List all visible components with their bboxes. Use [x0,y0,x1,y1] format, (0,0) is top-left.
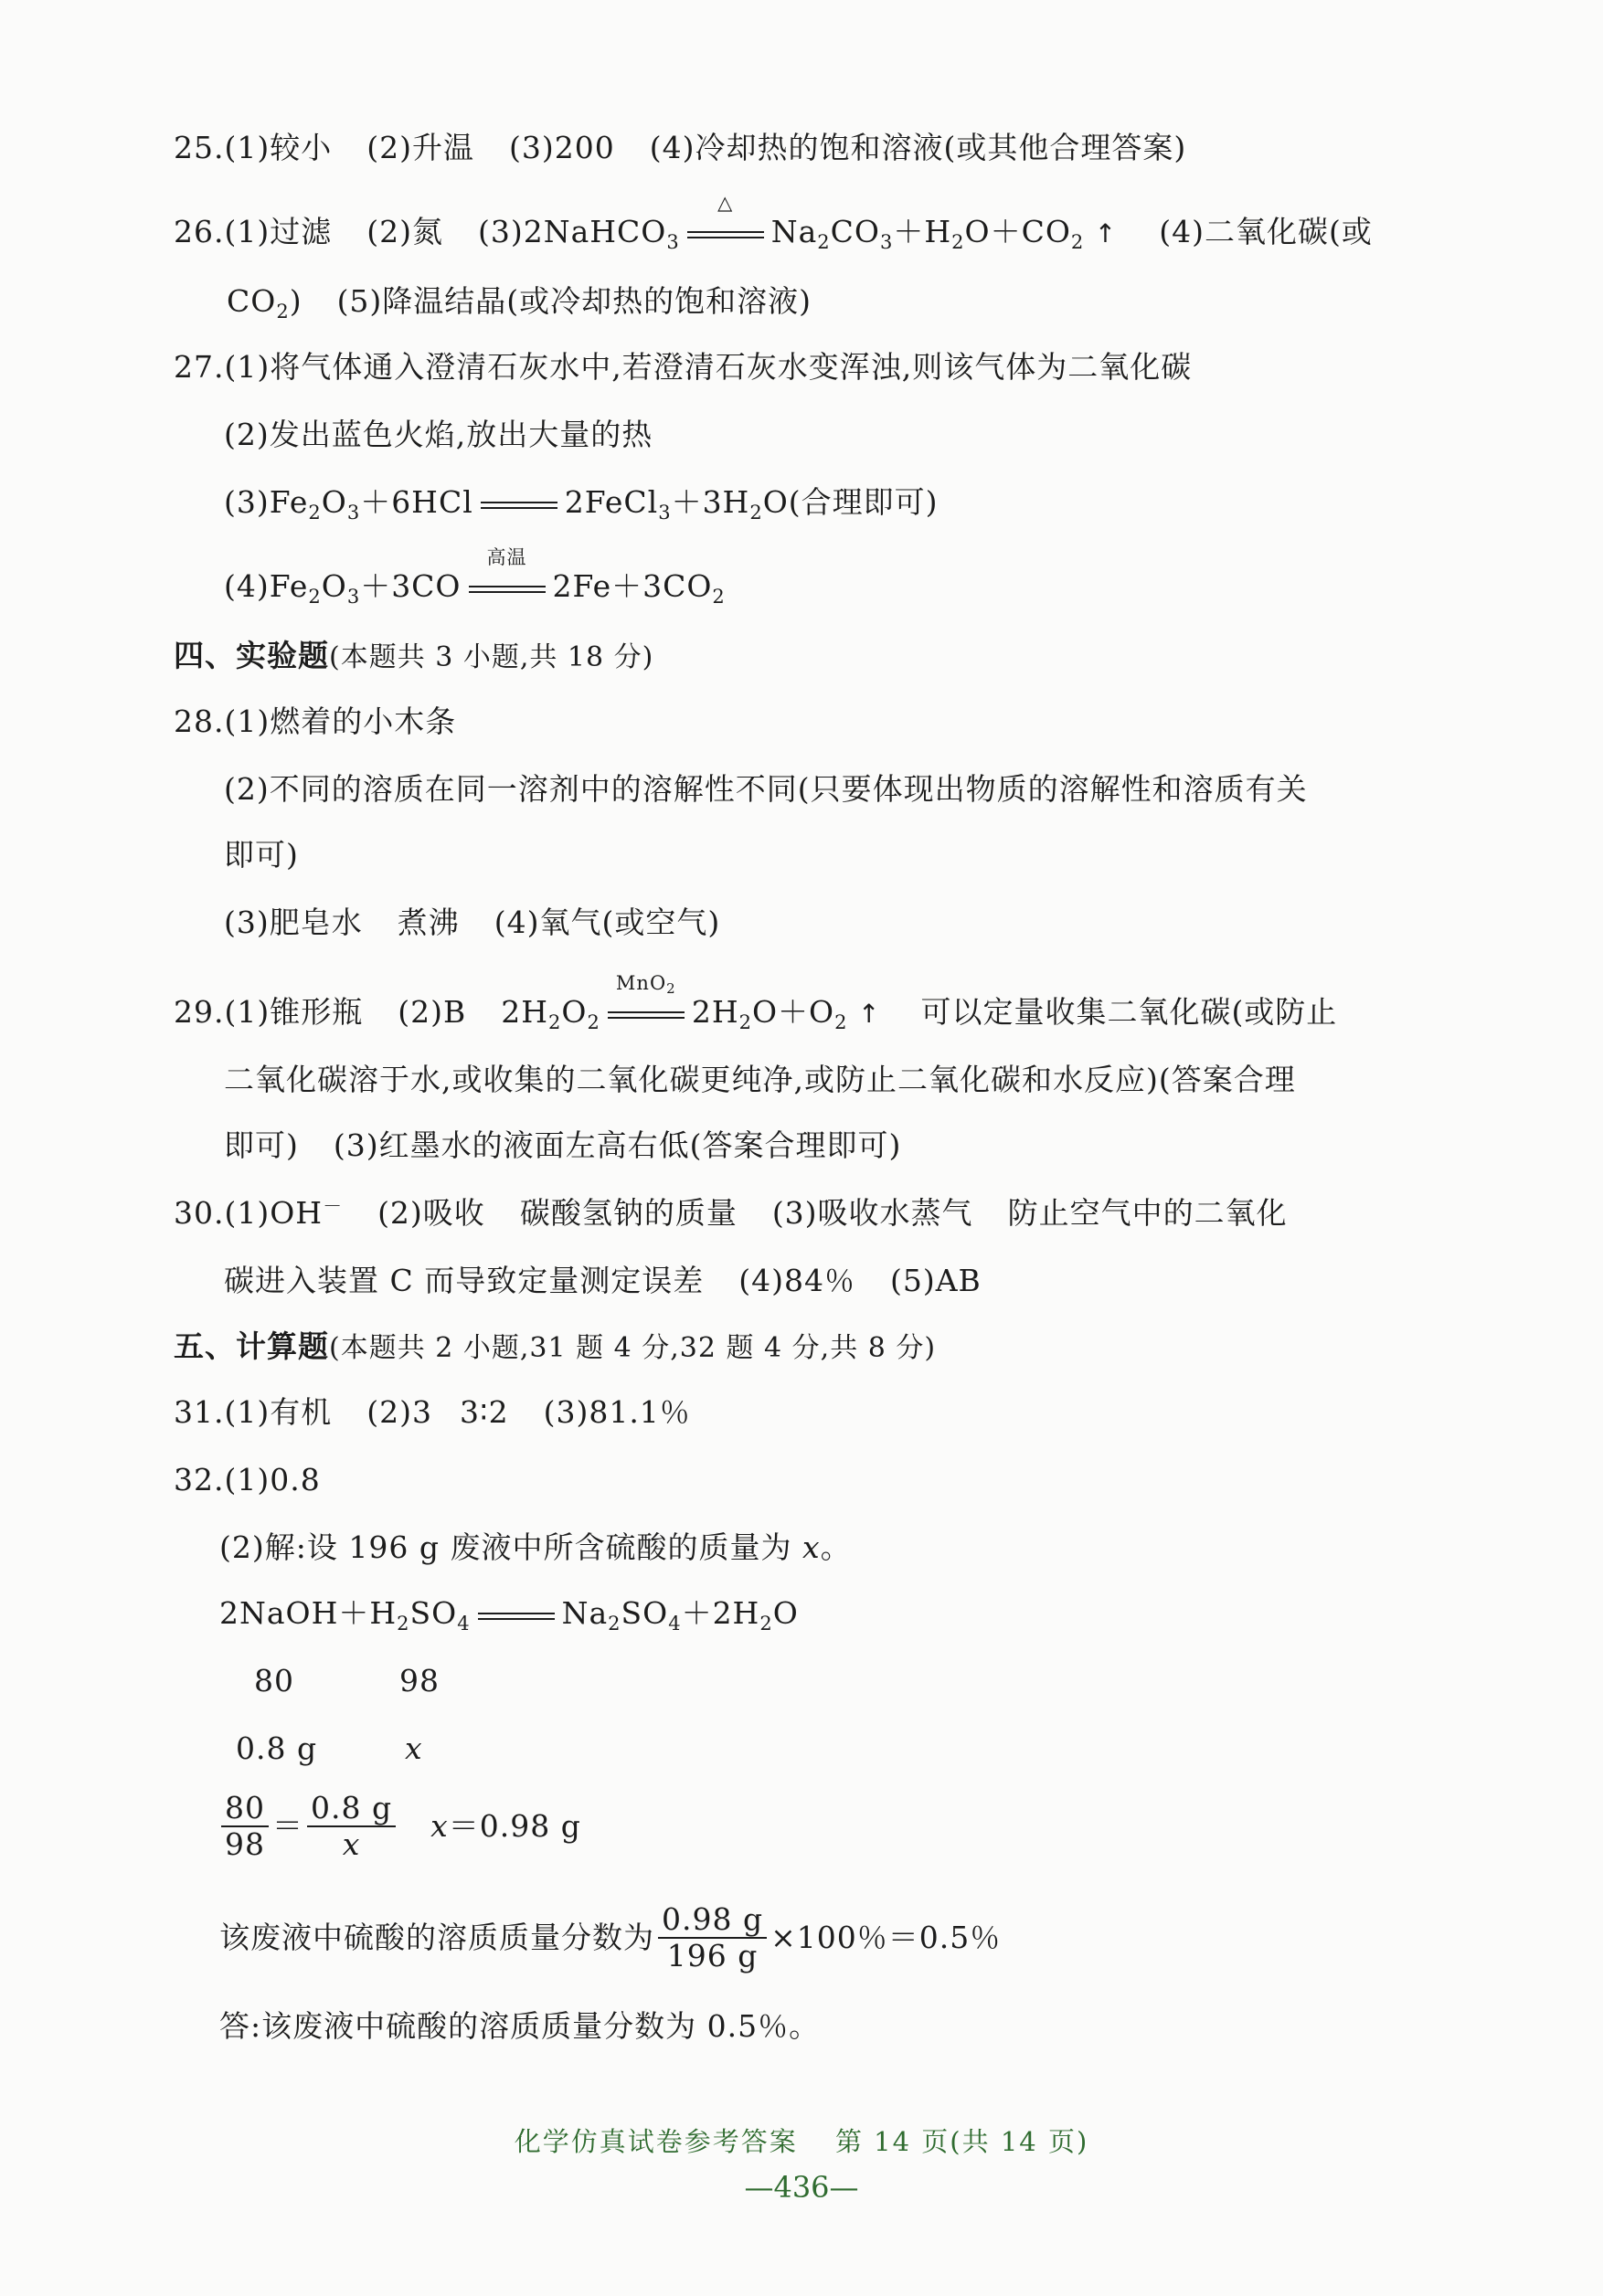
question-number: 27. [174,349,225,385]
section-heading-experiment: 四、实验题(本题共 3 小题,共 18 分) [174,638,654,673]
reaction-equals-sign [476,1593,557,1634]
page-number: —436— [744,2170,859,2205]
gas-arrow-icon: ↑ [1094,218,1118,249]
relative-mass-80: 80 [254,1663,294,1698]
unknown-mass: x [405,1730,423,1766]
final-answer: 答:该废液中硫酸的溶质质量分数为 0.5％。 [219,2008,821,2044]
answer-27-4: $(4)Fe_2O_3+3CO$ 高温 $2Fe+3CO_2$ [224,546,726,608]
section-heading-calculation: 五、计算题(本题共 2 小题,31 题 4 分,32 题 4 分,共 8 分) [174,1328,937,1364]
equation-nahco3: (3)2NaHCO$_3$ △ $Na_2CO_3+H_2O+CO_2$ ↑ [477,192,1118,253]
footer-page-info: 第 14 页(共 14 页) [834,2126,1089,2157]
answer-32-2: (2)解:设 196 g 废液中所含硫酸的质量为 x。 [219,1529,852,1565]
answer-26 [174,192,1373,254]
reaction-equals-sign: △ [685,212,766,252]
reaction-equals-sign [479,482,559,523]
known-mass: 0.8 g [236,1730,318,1766]
question-number: 25. [174,130,225,165]
answer-part: (1)将气体通入澄清石灰水中,若澄清石灰水变浑浊,则该气体为二氧化碳 [224,349,1193,385]
answer-28-2: (2)不同的溶质在同一溶剂中的溶解性不同(只要体现出物质的溶解性和溶质有关 [224,771,1308,807]
answer-28-2-cont: 即可) [224,837,299,873]
answer-part: (3)200 [508,130,615,165]
answer-31: 31.(1)有机 (2)3 3∶2 (3)81.1％ [174,1394,691,1430]
relative-mass-98: 98 [399,1663,440,1698]
page-footer [0,2121,1603,2159]
equation-h2o2: $2H_2O_2$ MnO$_2$ $2H_2O+O_2$ ↑ [501,972,881,1033]
fraction: $\frac{0.98 g}{196 g}$ [658,1902,767,1973]
answer-30-cont: 碳进入装置 C 而导致定量测定误差 (4)84％ (5)AB [224,1263,982,1298]
answer-26-cont: $CO_2$) (5)降温结晶(或冷却热的饱和溶液) [227,283,812,323]
reaction-equals-sign: 高温 [467,566,547,607]
question-number: 30. [174,1195,225,1231]
question-number: 29. [174,994,225,1030]
answer-30: 30.(1)OH－ (2)吸收 碳酸氢钠的质量 (3)吸收水蒸气 防止空气中的二氧化 [174,1195,1288,1231]
question-number: 31. [174,1394,225,1430]
answer-32: 32.(1)0.8 [174,1462,321,1497]
footer-title: 化学仿真试卷参考答案 [514,2126,798,2157]
answer-28-3: (3)肥皂水 煮沸 (4)氧气(或空气) [224,905,721,940]
answer-part: (4)二氧化碳(或 [1159,214,1373,249]
question-number: 28. [174,704,225,739]
answer-part: (5)降温结晶(或冷却热的饱和溶液) [336,283,812,319]
answer-29-cont2: 即可) (3)红墨水的液面左高右低(答案合理即可) [224,1127,902,1163]
answer-part: (2)氮 [366,214,443,249]
equation-naoh-h2so4: $2NaOH+H_2SO_4$ $Na_2SO_4+2H_2O$ [219,1595,799,1635]
answer-27 [174,347,1192,387]
answer-25 [174,128,1186,168]
answer-29: 29.(1)锥形瓶 (2)B $2H_2O_2$ MnO$_2$ $2H_2O+O_2$ ↑ 可以定量收集二氧化碳(或防止 [174,972,1338,1033]
answer-part: (1)过滤 [224,214,333,249]
answer-27-2: (2)发出蓝色火焰,放出大量的热 [224,417,653,452]
question-number: 26. [174,214,225,249]
answer-29-cont: 二氧化碳溶于水,或收集的二氧化碳更纯净,或防止二氧化碳和水反应)(答案合理 [224,1062,1296,1097]
proportion-equation: $\frac{80}{98}$ ＝ $\frac{0.8 g}{x}$ x＝0.98 g [218,1791,581,1862]
question-number: 32. [174,1462,225,1497]
reaction-equals-sign: MnO$_2$ [606,992,686,1032]
fraction: $\frac{0.8 g}{x}$ [307,1791,396,1862]
answer-part: (1)较小 [224,130,333,165]
answer-28: 28.(1)燃着的小木条 [174,704,457,739]
answer-part: (4)冷却热的饱和溶液(或其他合理答案) [649,130,1187,165]
mass-fraction-calc: 该废液中硫酸的溶质质量分数为 $\frac{0.98 g}{196 g}$ ×100％＝0.5％ [219,1901,1002,1973]
answer-27-3: $(3)Fe_2O_3+6HCl$ $2FeCl_3+3H_2O$(合理即可) [224,484,939,524]
answer-part: (2)升温 [366,130,474,165]
fraction: $\frac{80}{98}$ [221,1791,269,1862]
gas-arrow-icon: ↑ [857,999,881,1029]
